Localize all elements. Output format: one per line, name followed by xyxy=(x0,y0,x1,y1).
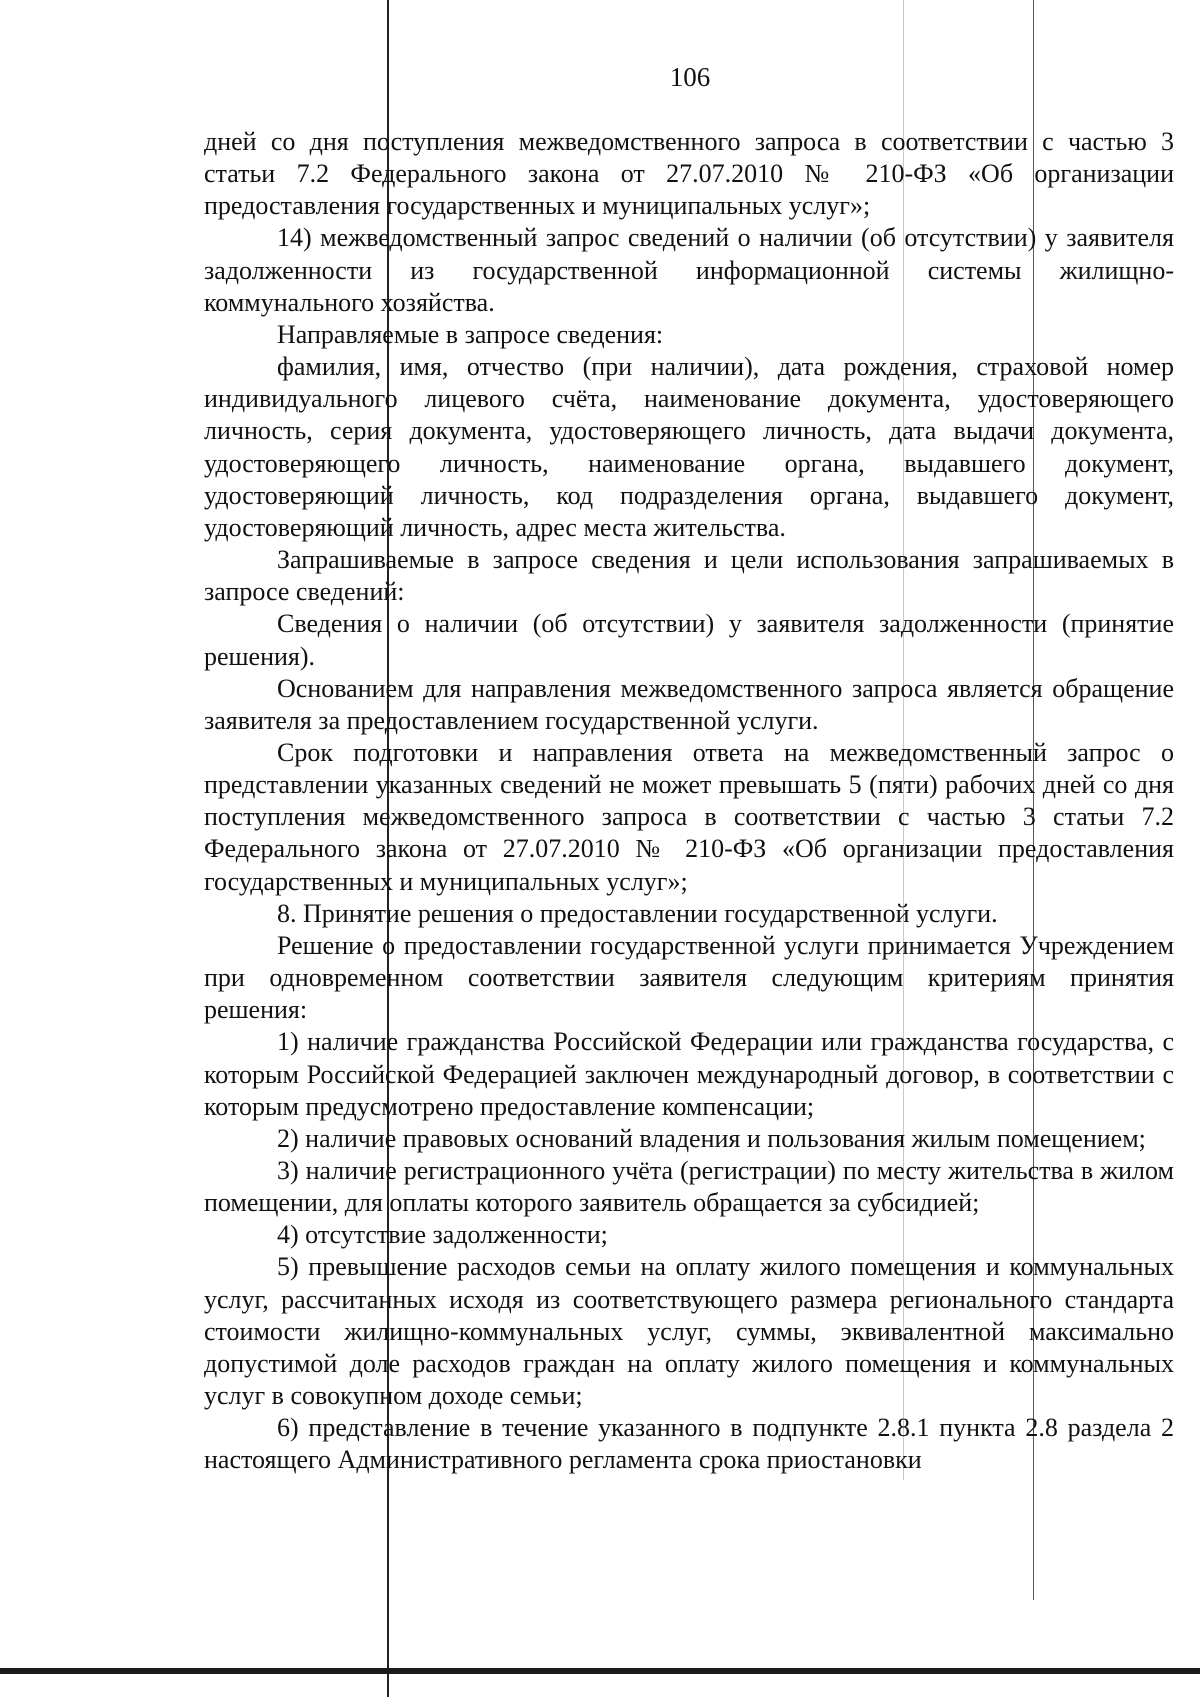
paragraph: 6) представление в течение указанного в подпункте 2.8.1 пункта 2.8 раздела 2 настоящего Административного регламента срока приостановки xyxy=(204,1413,1174,1475)
document-body xyxy=(204,126,1174,1477)
paragraph: 8. Принятие решения о предоставлении государственной услуги. xyxy=(277,898,998,928)
paragraph: 4) отсутствие задолженности; xyxy=(277,1220,608,1250)
paragraph: 5) превышение расходов семьи на оплату жилого помещения и коммунальных услуг, рассчитанных исходя из соответствующего размера регионального стандарта стоимости жилищно-коммунальных услуг, суммы, эквивалентной максимально допустимой доле расходов граждан на оплату жилого помещения и коммунальных услуг в совокупном доходе семьи; xyxy=(204,1252,1174,1411)
paragraph: Основанием для направления межведомственного запроса является обращение заявителя за предоставлением государственной услуги. xyxy=(204,673,1174,735)
paragraph: 1) наличие гражданства Российской Федерации или гражданства государства, с которым Российской Федерацией заключен международный договор, в соответствии с которым предусмотрено предоставление компенсации; xyxy=(204,1027,1174,1121)
paragraph: Решение о предоставлении государственной услуги принимается Учреждением при одновременном соответствии заявителя следующим критериям принятия решения: xyxy=(204,930,1174,1025)
paragraph: 3) наличие регистрационного учёта (регистрации) по месту жительства в жилом помещении, для оплаты которого заявитель обращается за субсидией; xyxy=(204,1156,1174,1218)
paragraph: дней со дня поступления межведомственного запроса в соответствии с частью 3 статьи 7.2 Федерального закона от 27.07.2010 № 210-ФЗ «Об организации предоставления государственных и муниципальных услуг»; xyxy=(204,127,1174,221)
paragraph: Сведения о наличии (об отсутствии) у заявителя задолженности (принятие решения). xyxy=(204,609,1174,671)
paragraph: Запрашиваемые в запросе сведения и цели использования запрашиваемых в запросе сведений: xyxy=(204,545,1174,607)
paragraph: 14) межведомственный запрос сведений о наличии (об отсутствии) у заявителя задолженности из государственной информационной системы жилищно-коммунального хозяйства. xyxy=(204,223,1174,317)
page-number: 106 xyxy=(669,62,711,92)
paragraph: фамилия, имя, отчество (при наличии), дата рождения, страховой номер индивидуального лицевого счёта, наименование документа, удостоверяющего личность, серия документа, удостоверяющего личность, дата выдачи документа, удостоверяющего личность, наименование органа, выдавшего документ, удостоверяющий личность, код подразделения органа, выдавшего документ, удостоверяющий личность, адрес места жительства. xyxy=(204,352,1174,542)
paragraph: Срок подготовки и направления ответа на межведомственный запрос о представлении указанных сведений не может превышать 5 (пяти) рабочих дней со дня поступления межведомственного запроса в соответствии с частью 3 статьи 7.2 Федерального закона от 27.07.2010 № 210-ФЗ «Об организации предоставления государственных и муниципальных услуг»; xyxy=(204,737,1174,896)
scan-bottom-border xyxy=(0,1668,1200,1674)
paragraph: 2) наличие правовых оснований владения и пользования жилым помещением; xyxy=(277,1123,1146,1153)
paragraph: Направляемые в запросе сведения: xyxy=(277,319,664,349)
